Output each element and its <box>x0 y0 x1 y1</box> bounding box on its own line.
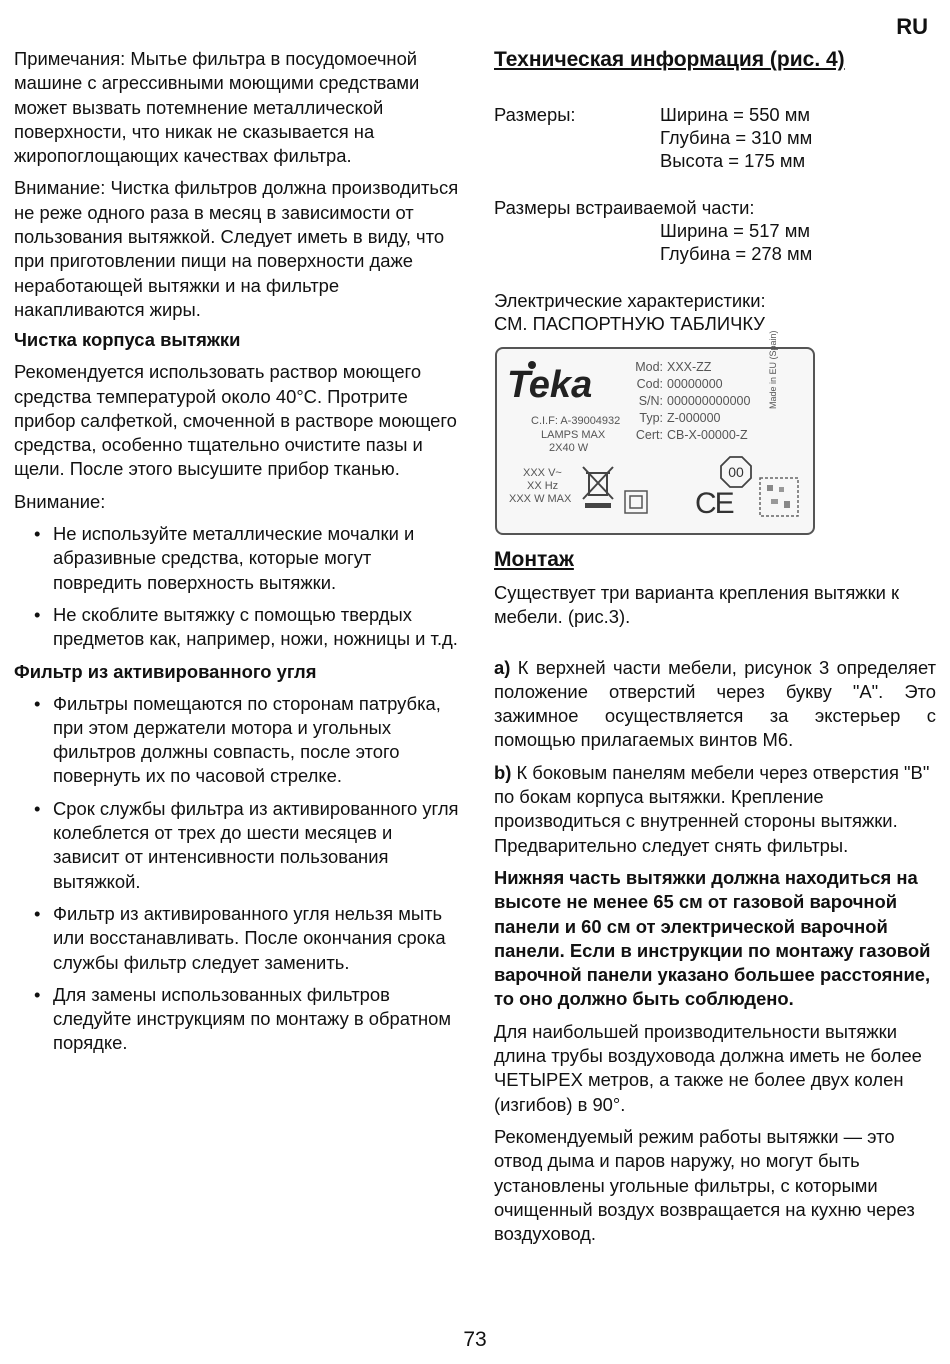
attention-paragraph: Внимание: Чистка фильтров должна производиться не реже одного раза в месяц в зависимости от пользования вытяжкой. Следует иметь в виду, что при приготовлении пищи на поверхности даже неработающей вытяжки и на фильтре накапливаются жиры. <box>14 177 459 320</box>
electrical-value: СМ. ПАСПОРТНУЮ ТАБЛИЧКУ <box>494 313 765 334</box>
right-column <box>494 47 936 1246</box>
dimension-width: Ширина = 550 мм <box>660 104 811 125</box>
left-column <box>14 47 462 1064</box>
dimension-height: Высота = 175 мм <box>660 150 806 171</box>
built-in-block <box>494 196 936 265</box>
qr-code-icon <box>759 477 799 517</box>
plate-cif: C.I.F: A-39004932 <box>531 415 621 427</box>
carbon-filter-list <box>14 692 462 1056</box>
list-item: • Фильтр из активированного угля нельзя мыть или восстанавливать. После окончания срока службы фильтр следует заменить. <box>14 902 462 975</box>
body-cleaning-paragraph: Рекомендуется использовать раствор моющего средства температурой около 40°С. Протрите прибор салфеткой, смоченной в растворе моющего средства, особенно тщательно очистите пазы и щели. После этого высушите прибор тканью. <box>14 361 457 480</box>
electrical-label: Электрические характеристики: <box>494 290 766 311</box>
mode-paragraph: Рекомендуемый режим работы вытяжки — это отвод дыма и паров наружу, но могут быть установлены угольные фильтры, с которыми очищенный воздух возвращается на кухню через воздуховод. <box>494 1125 915 1245</box>
teka-logo <box>505 353 595 403</box>
dimensions-label: Размеры: <box>494 104 576 125</box>
mounting-heading: Монтаж <box>494 548 574 571</box>
plate-lamps-value: 2X40 W <box>549 442 589 454</box>
tech-info-heading: Техническая информация (рис. 4) <box>494 48 845 71</box>
duct-paragraph: Для наибольшей производительности вытяжки длина трубы воздуховода должна иметь не более ЧЕТЫРЕХ метров, а также не более двух колен (изгибов) в 90°. <box>494 1020 922 1115</box>
plate-labels: Mod: Cod: S/N: Typ: Cert: <box>635 360 663 442</box>
mounting-option-b: b) К боковым панелям мебели через отверстия "В" по бокам корпуса вытяжки. Крепление производиться с внутренней стороны вытяжки. Предварительно следует снять фильтры. <box>494 761 930 856</box>
plate-frequency: XX Hz <box>527 480 559 492</box>
cleaning-warnings-list <box>14 522 462 651</box>
built-in-width: Ширина = 517 мм <box>660 220 811 241</box>
dimensions-block <box>494 103 936 172</box>
double-insulation-icon <box>623 489 651 517</box>
svg-text:00: 00 <box>728 464 744 480</box>
certification-badge-icon <box>719 455 753 489</box>
plate-voltage: XXX V~ <box>523 467 562 479</box>
rating-plate-image <box>495 330 815 535</box>
list-item: • Фильтры помещаются по сторонам патрубка, при этом держатели мотора и угольных фильтров должны совпасть, после этого повернуть их по часовой стрелке. <box>14 692 462 789</box>
plate-lamps: LAMPS MAX <box>541 429 606 441</box>
list-item: • Не скоблите вытяжку с помощью твердых предметов как, например, ножи, ножницы и т.д. <box>14 603 462 652</box>
attention-label: Внимание: <box>14 490 106 512</box>
body-cleaning-heading: Чистка корпуса вытяжки <box>14 329 241 351</box>
ce-mark: CE <box>695 487 733 520</box>
list-item: • Срок службы фильтра из активированного угля колеблется от трех до шести месяцев и зависит от интенсивности пользования вытяжкой. <box>14 797 462 894</box>
list-item: • Не используйте металлические мочалки и абразивные средства, которые могут повредить поверхность вытяжки. <box>14 522 462 595</box>
built-in-label: Размеры встраиваемой части: <box>494 197 755 218</box>
plate-values: XXX-ZZ 00000000 000000000000 Z-000000 CB-X-00000-Z <box>667 360 751 442</box>
height-warning: Нижняя часть вытяжки должна находиться на высоте не менее 65 см от газовой варочной панели и 60 см от электрической варочной панели. Если в инструкции по монтажу газовой варочной панели указано большее расстояние, то оно должно быть соблюдено. <box>494 866 931 1010</box>
mounting-intro: Существует три варианта крепления вытяжки к мебели. (рис.3). <box>494 582 900 628</box>
plate-power: XXX W MAX <box>509 493 572 505</box>
page-number: 73 <box>463 1328 487 1351</box>
dimension-depth: Глубина = 310 мм <box>660 127 813 148</box>
mounting-option-a: a) К верхней части мебели, рисунок 3 определяет положение отверстий через букву "А". Это зажимное осуществляется за экстерьер с помощью прилагаемых винтов М6. <box>494 656 936 751</box>
teka-logo-text: Teka <box>507 364 593 403</box>
carbon-filter-heading: Фильтр из активированного угля <box>14 660 317 682</box>
electrical-block <box>494 289 936 335</box>
weee-bin-icon <box>581 465 615 509</box>
language-code: RU <box>896 14 928 39</box>
built-in-depth: Глубина = 278 мм <box>660 243 813 264</box>
note-paragraph: Примечания: Мытье фильтра в посудомоечной машине с агрессивными моющими средствами может вызвать потемнение металлической поверхности, что никак не сказывается на жиропоглощающих качествах фильтра. <box>14 48 420 167</box>
list-item: • Для замены использованных фильтров следуйте инструкциям по монтажу в обратном порядке. <box>14 983 462 1056</box>
plate-made-in: Made in EU (Spain) <box>768 330 778 409</box>
